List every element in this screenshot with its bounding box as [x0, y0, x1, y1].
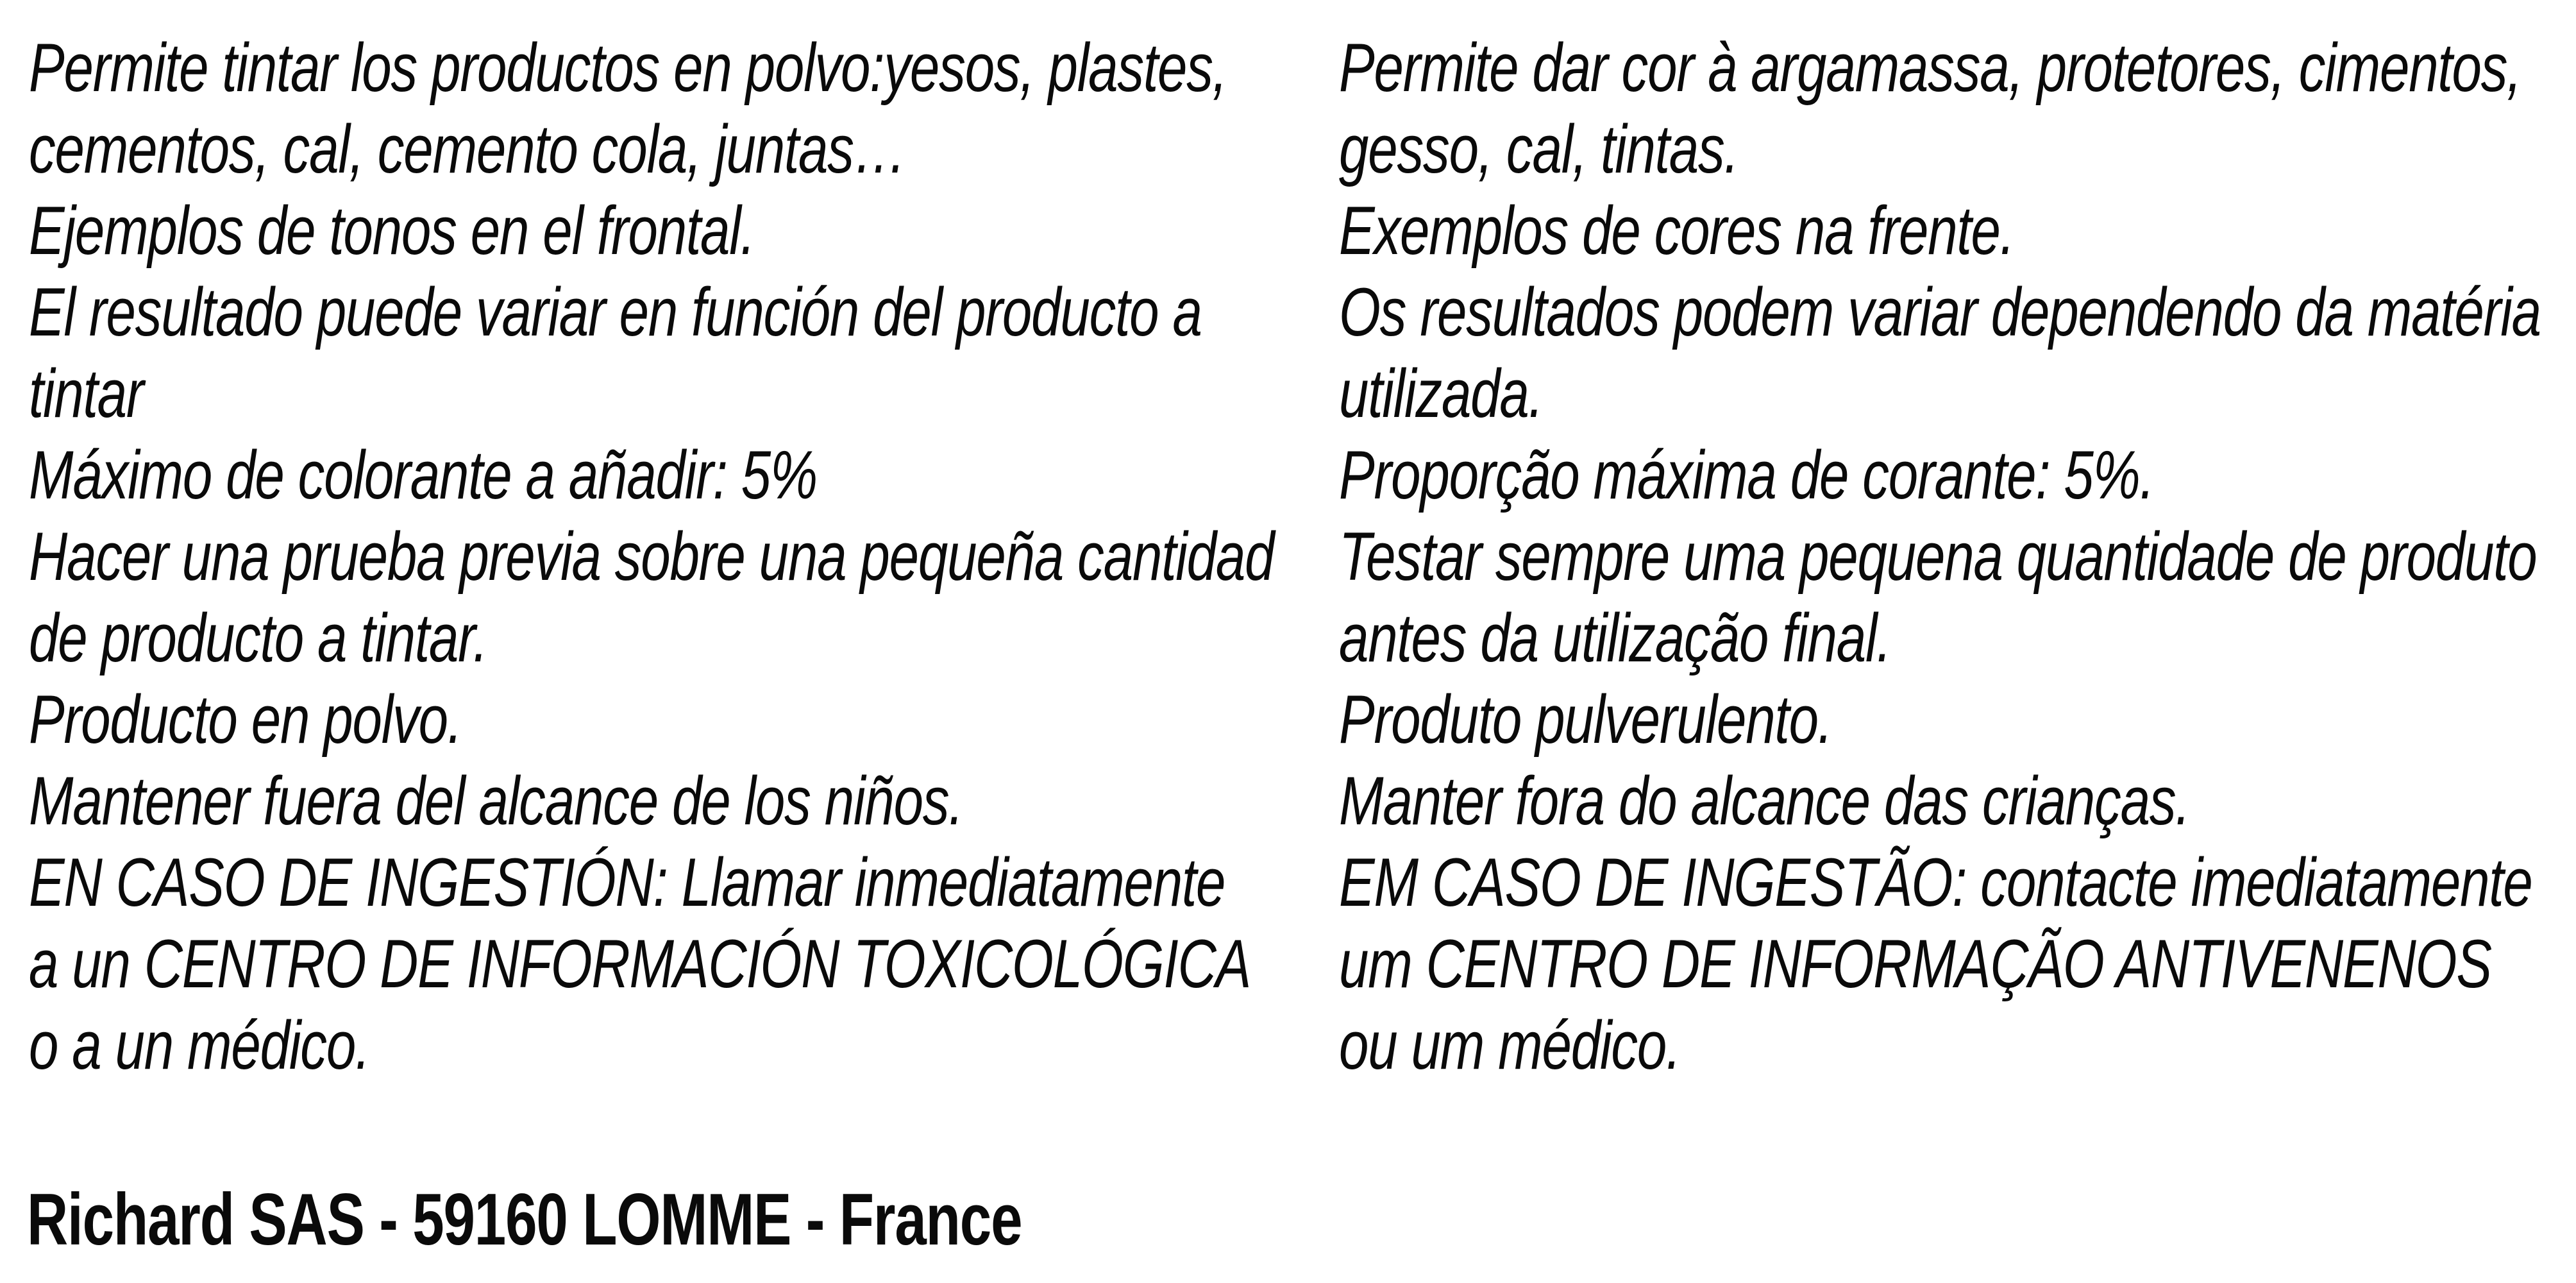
text-line: Produto pulverulento. — [1339, 681, 1832, 758]
manufacturer-address: Richard SAS - 59160 LOMME - France — [27, 1179, 1022, 1261]
text-line: um CENTRO DE INFORMAÇÃO ANTIVENENOS — [1339, 925, 2491, 1002]
text-line: Producto en polvo. — [29, 681, 462, 758]
text-line: tintar — [29, 355, 144, 432]
portuguese-instructions-column — [1339, 27, 2541, 1086]
text-line: Permite tintar los productos en polvo:yesos, plastes, — [29, 29, 1227, 106]
text-line: antes da utilização final. — [1339, 599, 1891, 676]
text-line: Máximo de colorante a añadir: 5% — [29, 436, 818, 513]
text-line: utilizada. — [1339, 355, 1543, 432]
text-line: Os resultados podem variar dependendo da matéria — [1339, 273, 2541, 350]
text-line: EN CASO DE INGESTIÓN: Llamar inmediatamente — [29, 844, 1225, 921]
text-line: Exemplos de cores na frente. — [1339, 192, 2014, 269]
text-line: ou um médico. — [1339, 1007, 1681, 1083]
text-line: Ejemplos de tonos en el frontal. — [29, 192, 755, 269]
text-line: de producto a tintar. — [29, 599, 487, 676]
text-line: o a un médico. — [29, 1007, 370, 1083]
text-line: cementos, cal, cemento cola, juntas… — [29, 110, 907, 187]
text-line: Proporção máxima de corante: 5%. — [1339, 436, 2154, 513]
text-line: Permite dar cor à argamassa, protetores, cimentos, — [1339, 29, 2521, 106]
text-line: Mantener fuera del alcance de los niños. — [29, 762, 963, 839]
text-line: Manter fora do alcance das crianças. — [1339, 762, 2190, 839]
text-line: El resultado puede variar en función del producto a — [29, 273, 1202, 350]
text-line: a un CENTRO DE INFORMACIÓN TOXICOLÓGICA — [29, 925, 1251, 1002]
text-line: gesso, cal, tintas. — [1339, 110, 1738, 187]
text-line: EM CASO DE INGESTÃO: contacte imediatamente — [1339, 844, 2532, 921]
spanish-instructions-column — [29, 27, 1274, 1086]
text-line: Testar sempre uma pequena quantidade de produto — [1339, 518, 2537, 595]
text-line: Hacer una prueba previa sobre una pequeña cantidad — [29, 518, 1274, 595]
